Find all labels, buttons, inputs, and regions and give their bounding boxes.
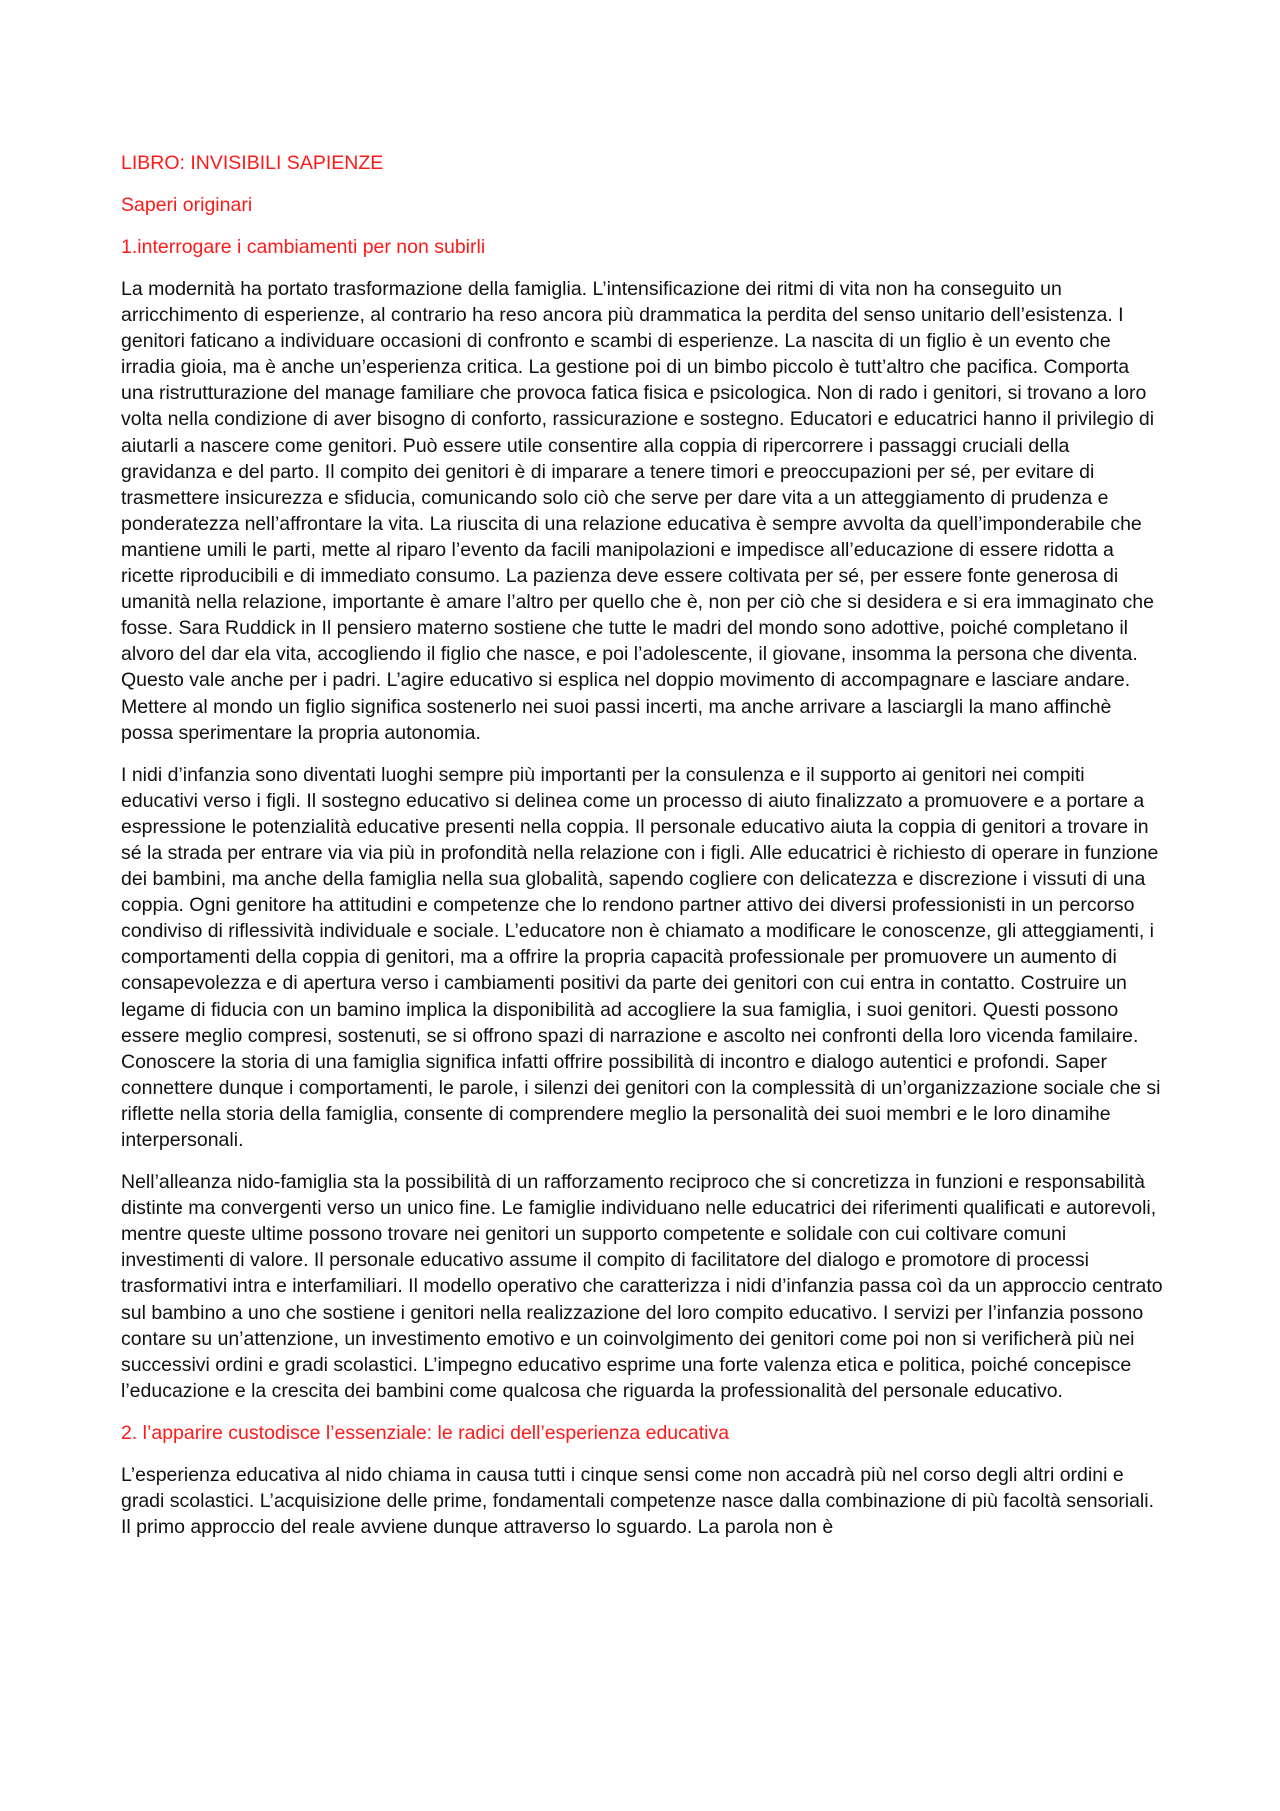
paragraph-1: La modernità ha portato trasformazione della famiglia. L’intensificazione dei ritmi di vita non ha conseguito un arricchimento di esperienze, al contrario ha reso ancora più drammatica la perdita del senso unitario dell’esistenza. I genitori faticano a individuare occasioni di confronto e scambi di esperienze. La nascita di un figlio è un evento che irradia gioia, ma è anche un’esperienza critica. La gestione poi di un bimbo piccolo è tutt’altro che pacifica. Comporta una ristrutturazione del manage familiare che provoca fatica fisica e psicologica. Non di rado i genitori, si trovano a loro volta nella condizione di aver bisogno di conforto, rassicurazione e sostegno. Educatori e educatrici hanno il privilegio di aiutarli a nascere come genitori. Può essere utile consentire alla coppia di ripercorrere i passaggi cruciali della gravidanza e del parto. Il compito dei genitori è di imparare a tenere timori e preoccupazioni per sé, per evitare di trasmettere insicurezza e sfiducia, comunicando solo ciò che serve per dare vita a un atteggiamento di prudenza e ponderatezza nell’affrontare la vita. La riuscita di una relazione educativa è sempre avvolta da quell’imponderabile che mantiene umili le parti, mette al riparo l’evento da facili manipolazioni e impedisce all’educazione di essere ridotta a ricette riproducibili e di immediato consumo. La pazienza deve essere coltivata per sé, per essere fonte generosa di umanità nella relazione, importante è amare l’altro per quello che è, non per ciò che si desidera e si era immaginato che fosse. Sara Ruddick in Il pensiero materno sostiene che tutte le madri del mondo sono adottive, poiché completano il alvoro del dar ela vita, accogliendo il figlio che nasce, e poi l’adolescente, il giovane, insomma la persona che diventa. Questo vale anche per i padri. L’agire educativo si esplica nel doppio movimento di accompagnare e lasciare andare. Mettere al mondo un figlio significa sostenerlo nei suoi passi incerti, ma anche arrivare a lasciargli la mano affinchè possa sperimentare la propria autonomia. <box>121 278 1155 744</box>
document-title: LIBRO: INVISIBILI SAPIENZE <box>121 152 384 174</box>
document-subtitle: Saperi originari <box>121 194 253 216</box>
document-page <box>121 150 1163 1556</box>
paragraph-3: Nell’alleanza nido-famiglia sta la possibilità di un rafforzamento reciproco che si concretizza in funzioni e responsabilità distinte ma convergenti verso un unico fine. Le famiglie individuano nelle educatrici dei riferimenti qualificati e autorevoli, mentre queste ultime possono trovare nei genitori un supporto competente e solidale con cui coltivare comuni investimenti di valore. Il personale educativo assume il compito di facilitatore del dialogo e promotore di processi trasformativi intra e interfamiliari. Il modello operativo che caratterizza i nidi d’infanzia passa coì da un approccio centrato sul bambino a uno che sostiene i genitori nella realizzazione del loro compito educativo. I servizi per l’infanzia possono contare su un’attenzione, un investimento emotivo e un coinvolgimento dei genitori come poi non si verificherà più nei successivi ordini e gradi scolastici. L’impegno educativo esprime una forte valenza etica e politica, poiché concepisce l’educazione e la crescita dei bambini come qualcosa che riguarda la professionalità del personale educativo. <box>121 1171 1163 1402</box>
paragraph-2: I nidi d’infanzia sono diventati luoghi sempre più importanti per la consulenza e il supporto ai genitori nei compiti educativi verso i figli. Il sostegno educativo si delinea come un processo di aiuto finalizzato a promuovere e a portare a espressione le potenzialità educative presenti nella coppia. Il personale educativo aiuta la coppia di genitori a trovare in sé la strada per entrare via via più in profondità nella relazione con i figli. Alle educatrici è richiesto di operare in funzione dei bambini, ma anche della famiglia nella sua globalità, sapendo cogliere con delicatezza e discrezione i vissuti di una coppia. Ogni genitore ha attitudini e competenze che lo rendono partner attivo dei diversi professionisti in un percorso condiviso di riflessività individuale e sociale. L’educatore non è chiamato a modificare le conoscenze, gli atteggiamenti, i comportamenti della coppia di genitori, ma a offrire la propria capacità professionale per promuovere un aumento di consapevolezza e di apertura verso i cambiamenti positivi da parte dei genitori con cui entra in contatto. Costruire un legame di fiducia con un bamino implica la disponibilità ad accogliere la sua famiglia, i suoi genitori. Questi possono essere meglio compresi, sostenuti, se si offrono spazi di narrazione e ascolto nei confronti della loro vicenda familaire. Conoscere la storia di una famiglia significa infatti offrire possibilità di incontro e dialogo autentici e profondi. Saper connettere dunque i comportamenti, le parole, i silenzi dei genitori con la complessità di un’organizzazione sociale che si riflette nella storia della famiglia, consente di comprendere meglio la personalità dei suoi membri e le loro dinamihe interpersonali. <box>121 763 1161 1151</box>
section-heading-1: 1.interrogare i cambiamenti per non subirli <box>121 236 486 258</box>
section-heading-2: 2. l’apparire custodisce l’essenziale: le radici dell’esperienza educativa <box>121 1421 730 1444</box>
paragraph-4: L’esperienza educativa al nido chiama in causa tutti i cinque sensi come non accadrà più nel corso degli altri ordini e gradi scolastici. L’acquisizione delle prime, fondamentali competenze nasce dalla combinazione di più facoltà sensoriali. Il primo approccio del reale avviene dunque attraverso lo sguardo. La parola non è <box>121 1463 1154 1539</box>
